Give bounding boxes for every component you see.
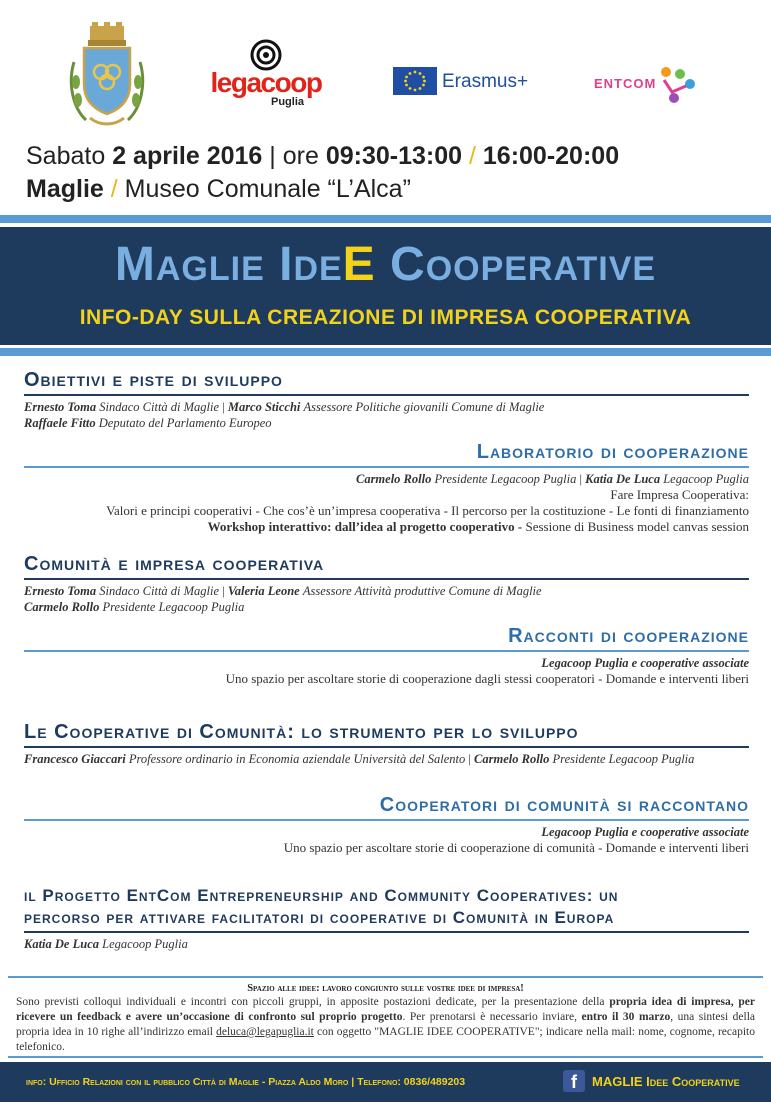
section-rule — [24, 746, 749, 748]
section-title: Le Cooperative di Comunità: lo strumento per lo sviluppo — [24, 721, 579, 743]
speaker-role: Legacoop Puglia — [102, 937, 188, 951]
speaker-name: Katia De Luca — [24, 937, 99, 951]
page-title — [0, 237, 771, 292]
speaker-name: Francesco Giaccari — [24, 752, 126, 766]
title-part-b: Cooperative — [375, 238, 657, 291]
separator: | — [579, 472, 582, 486]
erasmus-logo — [393, 67, 543, 97]
entcom-label: ENTCOM — [594, 76, 657, 91]
speaker-name: Carmelo Rollo — [474, 752, 550, 766]
speaker-role: Deputato del Parlamento Europeo — [98, 416, 272, 430]
maglie-coat-of-arms-icon — [66, 22, 148, 128]
speaker-name: Marco Sticchi — [227, 400, 301, 414]
speakers-line — [24, 655, 749, 671]
title-banner — [0, 227, 771, 345]
title-highlight: E — [342, 238, 376, 291]
footer-contact-info: info: Ufficio Relazioni con il pubblico Città di Maglie - Piazza Aldo Moro | Telefono: 0836/489203 — [26, 1076, 466, 1088]
section-rule — [24, 650, 749, 652]
section-title: Racconti di cooperazione — [508, 625, 749, 647]
section-rule — [24, 819, 749, 821]
program-line: Uno spazio per ascoltare storie di cooperazione dagli stessi cooperatori - Domande e interventi liberi — [225, 671, 749, 686]
speaker-role: Presidente Legacoop Puglia — [102, 600, 245, 614]
info-text: , una sintesi della propria idea in 10 righe all’indirizzo email — [16, 1011, 756, 1038]
speakers-line — [24, 399, 749, 415]
time-afternoon: 16:00-20:00 — [482, 142, 620, 170]
time-separator: / — [468, 142, 476, 170]
speaker-name: Katia De Luca — [585, 472, 661, 486]
logo-bar — [0, 0, 771, 135]
speaker-role: Professore ordinario in Economia aziendale Università del Salento — [128, 752, 466, 766]
program-line: Valori e principi cooperativi - Che cos’è un’impresa cooperativa - Il percorso per la costituzione - Le fonti di finanziamento — [106, 503, 749, 518]
speaker-role: Assessore Attività produttive Comune di Maglie — [302, 584, 542, 598]
speakers-line — [24, 936, 749, 952]
footer-bar — [0, 1062, 771, 1102]
section-racconti — [24, 624, 749, 687]
info-text-bold: propria idea di impresa, per ricevere un feedback e avere un’occasione di confronto sul proprio progetto — [16, 996, 755, 1023]
speakers-line — [24, 599, 749, 615]
facebook-icon[interactable]: f — [563, 1070, 585, 1092]
banner-bottom-stripe — [0, 348, 771, 356]
event-date-line — [26, 140, 756, 172]
info-text: con oggetto "MAGLIE IDEE COOPERATIVE"; indicare nella mail: nome, cognome, recapito telefonico. — [16, 1026, 756, 1053]
separator: | — [222, 584, 225, 598]
eu-flag-icon — [393, 67, 437, 95]
ideas-info-box — [8, 976, 763, 1058]
legacoop-wordmark: legacoop — [210, 67, 322, 98]
event-venue: Museo Comunale “L’Alca” — [124, 175, 411, 203]
speakers-line — [24, 415, 749, 431]
speaker-role: Presidente Legacoop Puglia — [552, 752, 695, 766]
banner-top-stripe — [0, 215, 771, 223]
section-rule — [24, 394, 749, 396]
speaker-name: Carmelo Rollo — [355, 472, 432, 486]
speaker-name: Ernesto Toma — [24, 584, 97, 598]
workshop-desc: Sessione di Business model canvas session — [525, 519, 749, 534]
section-laboratorio — [24, 440, 749, 535]
section-title: Obiettivi e piste di sviluppo — [24, 369, 283, 391]
section-rule — [24, 931, 749, 933]
speaker-name: Valeria Leone — [227, 584, 300, 598]
info-box-title: Spazio alle idee: lavoro congiunto sulle vostre idee di impresa! — [247, 983, 524, 994]
section-title-cont: percorso per attivare facilitatori di cooperative di Comunità in Europa — [24, 908, 615, 927]
speaker-name: Legacoop Puglia e cooperative associate — [541, 656, 749, 670]
place-separator: / — [110, 175, 118, 203]
speaker-name: Legacoop Puglia e cooperative associate — [541, 825, 749, 839]
legacoop-subtitle: Puglia — [270, 96, 304, 108]
speaker-role: Legacoop Puglia — [663, 472, 749, 486]
section-cooperative-comunita — [24, 720, 749, 767]
program-line: Fare Impresa Cooperativa: — [610, 487, 749, 502]
section-comunita — [24, 552, 749, 615]
section-rule — [24, 578, 749, 580]
info-text: Sono previsti colloqui individuali e incontri con piccoli gruppi, in apposite postazioni dedicate, per la presentazione della — [16, 996, 605, 1008]
speaker-role: Sindaco Città di Maglie — [99, 400, 220, 414]
legacoop-logo — [206, 38, 326, 118]
time-label: | ore — [269, 142, 319, 170]
speaker-role: Sindaco Città di Maglie — [99, 584, 220, 598]
erasmus-label: Erasmus+ — [442, 71, 529, 92]
info-text: . Per prenotarsi è necessario inviare, — [402, 1011, 578, 1023]
speaker-name: Raffaele Fitto — [24, 416, 96, 430]
speaker-role: Assessore Politiche giovanili Comune di Maglie — [303, 400, 545, 414]
program-line — [24, 519, 749, 535]
section-title: Cooperatori di comunità si raccontano — [379, 794, 749, 816]
section-rule — [24, 466, 749, 468]
speakers-line — [24, 824, 749, 840]
facebook-page-link[interactable]: MAGLIE Idee Cooperative — [592, 1074, 740, 1089]
separator: | — [468, 752, 471, 766]
event-place-line — [26, 173, 756, 205]
separator: | — [222, 400, 225, 414]
event-date: 2 aprile 2016 — [112, 142, 263, 170]
program-line: Uno spazio per ascoltare storie di cooperazione di comunità - Domande e interventi liberi — [283, 840, 749, 855]
section-cooperatori — [24, 793, 749, 856]
page-subtitle: INFO-DAY SULLA CREAZIONE DI IMPRESA COOPERATIVA — [79, 306, 692, 329]
entcom-logo — [594, 62, 699, 110]
section-obiettivi — [24, 368, 749, 431]
date-prefix: Sabato — [26, 142, 106, 170]
title-part-a: Maglie Ide — [114, 238, 343, 291]
speakers-line — [24, 751, 749, 767]
section-title: Laboratorio di cooperazione — [476, 441, 749, 463]
speaker-name: Ernesto Toma — [24, 400, 97, 414]
time-morning: 09:30-13:00 — [325, 142, 463, 170]
info-deadline: entro il 30 marzo — [581, 1011, 671, 1023]
section-title: il Progetto EntCom Entrepreneurship and Community Cooperatives: un — [24, 886, 619, 905]
workshop-title: Workshop interattivo: dall’idea al progetto cooperativo - — [207, 519, 523, 534]
section-title: Comunità e impresa cooperativa — [24, 553, 325, 575]
info-box-text — [16, 995, 755, 1055]
speakers-line — [24, 471, 749, 487]
email-link[interactable]: deluca@legapuglia.it — [216, 1026, 314, 1038]
speaker-name: Carmelo Rollo — [24, 600, 100, 614]
event-city: Maglie — [26, 175, 104, 203]
section-entcom — [24, 885, 749, 952]
speakers-line — [24, 583, 749, 599]
speaker-role: Presidente Legacoop Puglia — [434, 472, 577, 486]
